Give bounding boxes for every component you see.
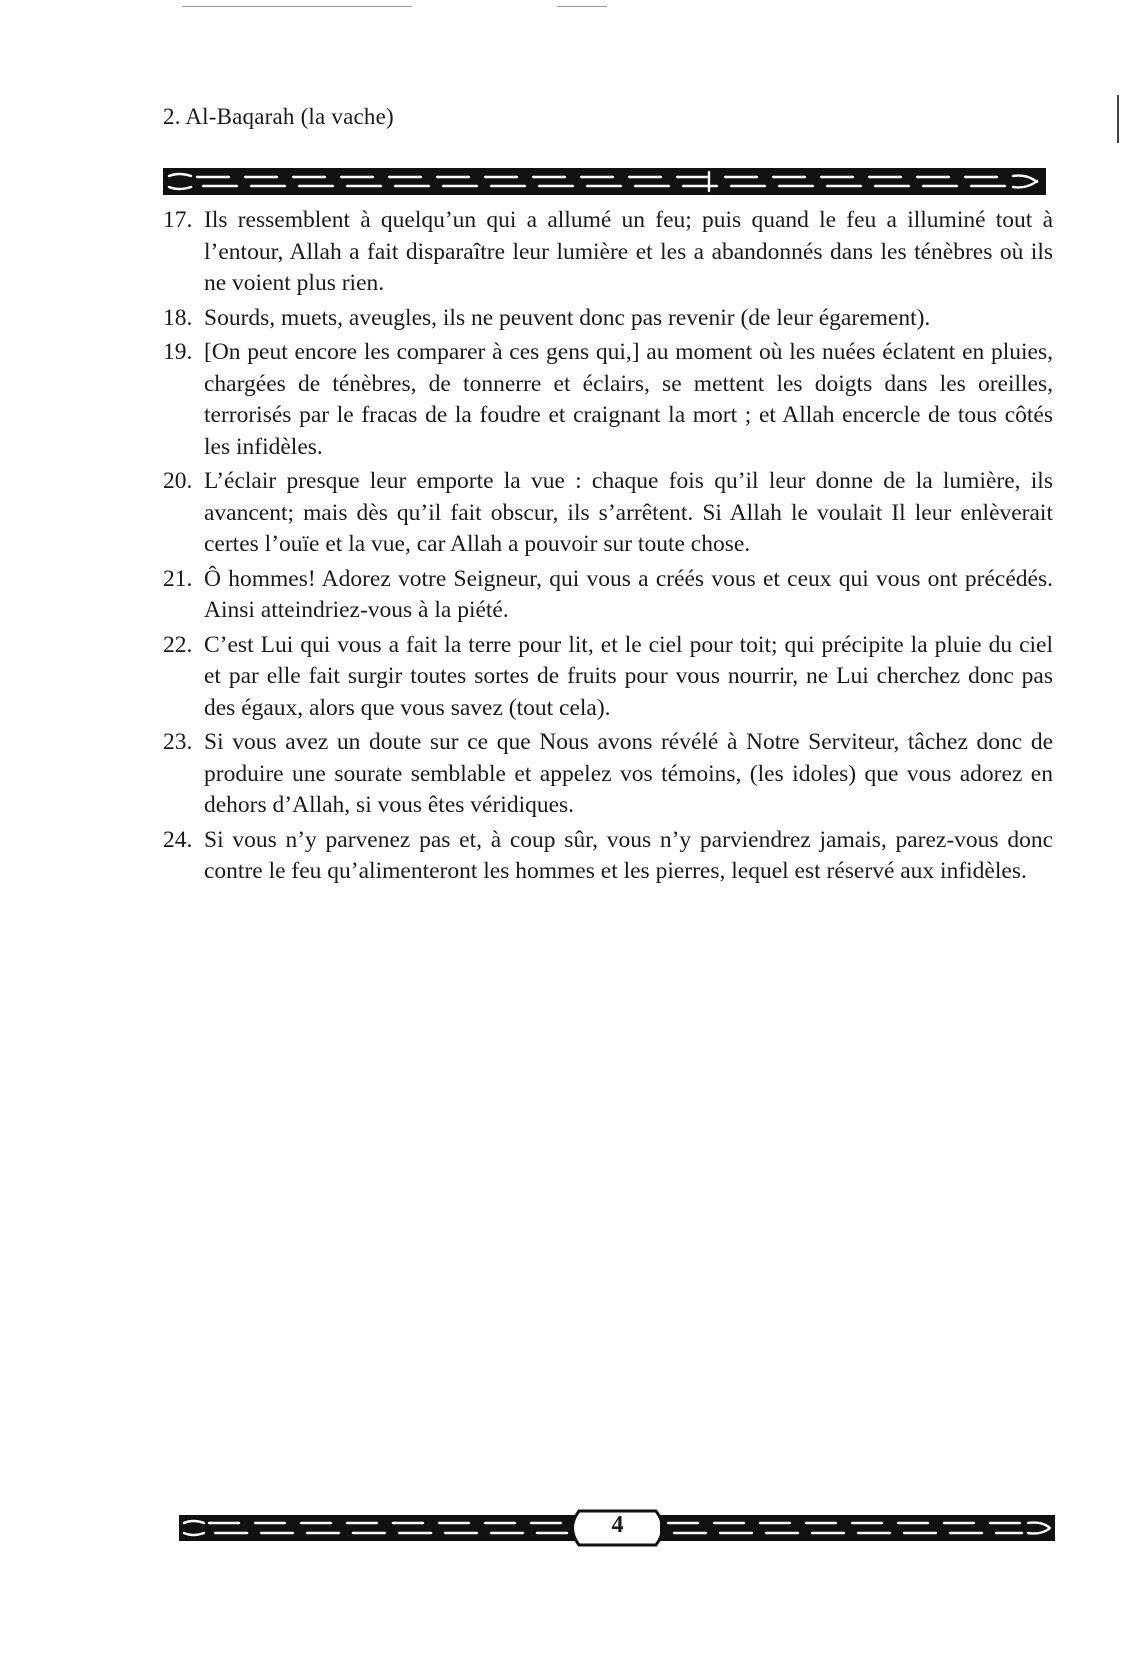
verse-23: [163, 727, 1053, 822]
ornament-band-top: [163, 168, 1046, 195]
verse-24: [163, 825, 1053, 888]
ornament-band-bottom-left: [179, 1515, 579, 1541]
page-number: 4: [611, 1512, 624, 1538]
verse-20: [163, 466, 1053, 561]
verse-number: 23.: [163, 729, 193, 755]
verse-19: [163, 337, 1053, 463]
verse-text: Ô hommes! Adorez votre Seigneur, qui vous a créés vous et ceux qui vous ont précédés. Ainsi atteindriez-vous à la piété.: [204, 565, 1053, 623]
verse-21: [163, 564, 1053, 627]
verse-number: 18.: [163, 304, 193, 331]
verse-number: 22.: [163, 631, 193, 658]
verse-text: Ils ressemblent à quelqu’un qui a allumé un feu; puis quand le feu a illuminé tout à l’entour, Allah a fait disparaître leur lumière et les a abandonnés dans les ténèbres où ils ne voient plus rien.: [204, 207, 1053, 296]
verse-22: [163, 630, 1053, 725]
chapter-title: 2. Al-Baqarah (la vache): [163, 104, 394, 129]
scan-top-rule-left: [182, 6, 412, 7]
verse-text: Si vous avez un doute sur ce que Nous avons révélé à Notre Serviteur, tâchez donc de produire une sourate semblable et appelez vos témoins, (les idoles) que vous adorez en dehors d’Allah, si vous êtes véridiques.: [204, 729, 1053, 818]
ornament-band-bottom-right: [660, 1515, 1055, 1541]
verse-text: L’éclair presque leur emporte la vue : chaque fois qu’il leur donne de la lumière, ils avancent; mais dès qu’il fait obscur, ils s’arrêtent. Si Allah le voulait Il leur enlèverait certes l’ouïe et la vue, car Allah a pouvoir sur toute chose.: [204, 468, 1053, 557]
verse-list: [163, 205, 1053, 891]
verse-number: 20.: [163, 468, 193, 494]
scan-margin-mark: [1117, 95, 1119, 143]
verse-18: [163, 303, 1053, 335]
verse-text: Sourds, muets, aveugles, ils ne peuvent donc pas revenir (de leur égarement).: [204, 304, 931, 331]
verse-text: Si vous n’y parvenez pas et, à coup sûr, vous n’y parviendrez jamais, parez-vous donc contre le feu qu’alimenteront les hommes et les pierres, lequel est réservé aux infidèles.: [204, 826, 1053, 884]
verse-number: 19.: [163, 339, 193, 365]
verse-number: 21.: [163, 565, 193, 592]
verse-text: C’est Lui qui vous a fait la terre pour lit, et le ciel pour toit; qui précipite la pluie du ciel et par elle fait surgir toutes sortes de fruits pour vous nourrir, ne Lui cherchez donc pas des égaux, alors que vous savez (tout cela).: [204, 631, 1053, 721]
verse-number: 17.: [163, 207, 193, 233]
scan-top-rule-right: [557, 6, 607, 7]
verse-number: 24.: [163, 826, 193, 853]
verse-17: [163, 205, 1053, 300]
verse-text: [On peut encore les comparer à ces gens qui,] au moment où les nuées éclatent en pluies, chargées de ténèbres, de tonnerre et éclairs, se mettent les doigts dans les oreilles, terrorisés par le fracas de la foudre et craignant la mort ; et Allah encercle de tous côtés les infidèles.: [204, 339, 1053, 460]
